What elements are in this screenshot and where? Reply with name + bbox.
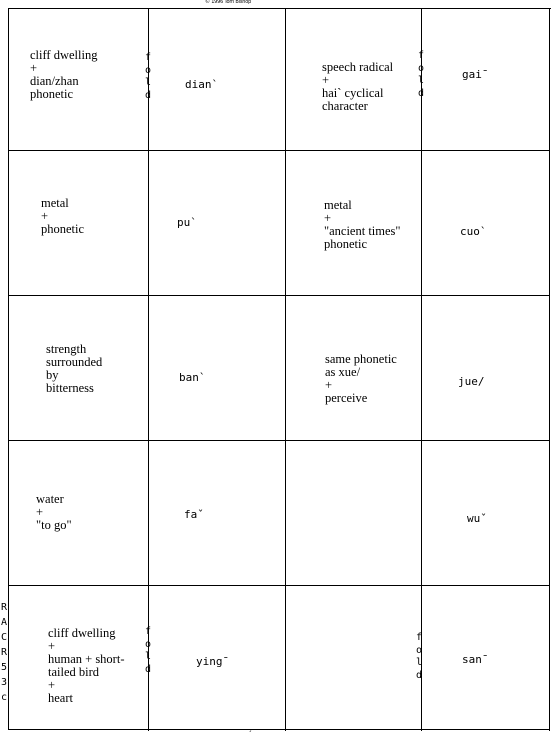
card-pinyin: cuo` [460, 225, 487, 238]
fold-marker: f o l d [417, 50, 425, 99]
side-code: R A C R 5 3 c [0, 602, 8, 703]
row-divider [8, 440, 550, 441]
fold-marker: f o l d [415, 632, 423, 681]
card-meaning: metal + "ancient times" phonetic [324, 198, 401, 251]
column-divider [285, 8, 286, 731]
card-pinyin: pu` [177, 216, 197, 229]
column-divider [549, 8, 550, 731]
card-pinyin: gai¯ [462, 68, 489, 81]
copyright-notice: © 1996 Tom Bishop [205, 0, 252, 5]
row-divider [8, 150, 550, 151]
card-pinyin: ying¯ [196, 655, 230, 668]
fold-marker: f o l d [144, 52, 152, 101]
bottom-mark: ´ [248, 730, 252, 739]
card-pinyin: wuˇ [467, 512, 487, 525]
row-divider [8, 585, 550, 586]
card-pinyin: jue/ [458, 375, 485, 388]
card-pinyin: dian` [185, 78, 219, 91]
row-divider [8, 295, 550, 296]
column-divider [148, 8, 149, 731]
card-meaning: water + "to go" [36, 492, 72, 532]
row-divider [8, 729, 550, 730]
card-meaning: cliff dwelling + dian/zhan phonetic [30, 48, 98, 101]
fold-marker: f o l d [144, 626, 152, 675]
card-pinyin: san¯ [462, 653, 489, 666]
card-pinyin: faˇ [184, 508, 204, 521]
card-meaning: metal + phonetic [41, 196, 85, 236]
card-meaning: strength surrounded by bitterness [46, 342, 103, 395]
card-meaning: cliff dwelling + human + short- tailed bird + heart [48, 626, 125, 705]
card-pinyin: ban` [179, 371, 206, 384]
column-divider [421, 8, 422, 731]
card-meaning: speech radical + hai` cyclical character [322, 60, 394, 113]
card-meaning: same phonetic as xue/ + perceive [325, 352, 397, 405]
